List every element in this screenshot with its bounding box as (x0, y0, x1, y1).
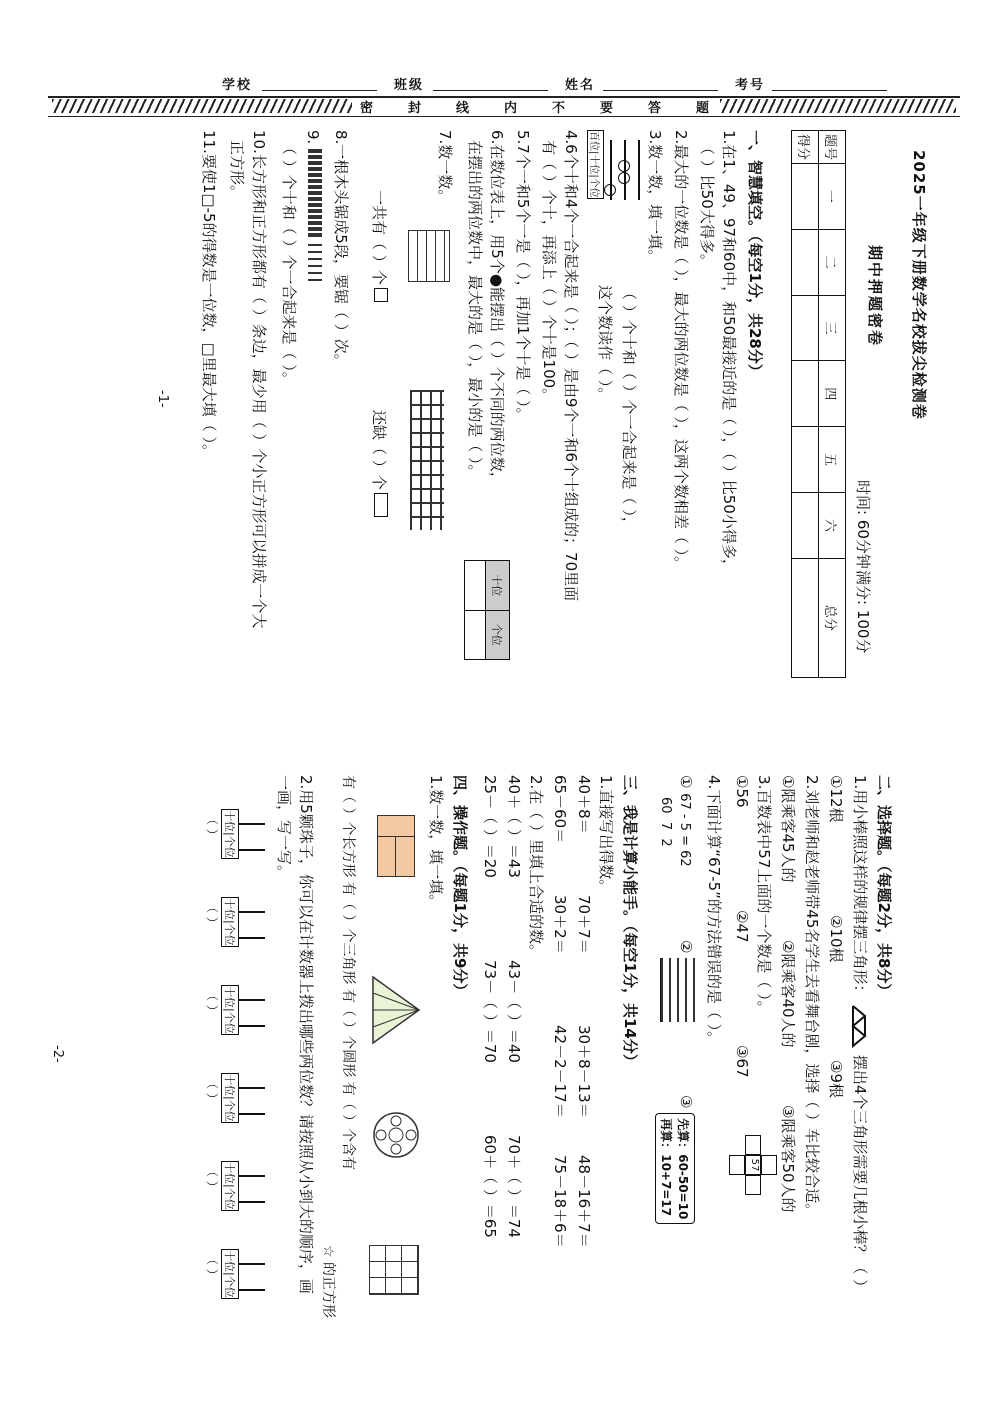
triangle-pattern-icon (852, 1004, 868, 1050)
counter-labels: 十位|个位 (221, 1161, 239, 1211)
page-number-2: -2- (50, 1045, 65, 1063)
seal-char: 密 (360, 101, 374, 116)
counter-labels: 十位|个位 (221, 985, 239, 1035)
p2-q2: 2.刘老师和赵老师带45名学生去看舞台剧，选择（ ）车比较合适。 (803, 775, 821, 1219)
rod (239, 1263, 265, 1265)
brick-icon (374, 493, 388, 517)
seal-char: 封 (408, 101, 422, 116)
opt3-box (655, 1113, 695, 1224)
counter-answer[interactable]: （ ） (205, 1253, 219, 1281)
opt-number: ① (677, 775, 695, 789)
exam-page-1 (50, 130, 930, 750)
time-limit: 时间: 60分钟 (854, 480, 872, 569)
q3-line-a: （ ）个十和（ ）个一合起来是（ ）， (620, 285, 638, 532)
tens-label: 十位 (223, 1074, 236, 1096)
opt1-split (658, 797, 673, 847)
ones-label: 个位 (223, 1275, 236, 1298)
opt1-equation: 67 - 5 = 62 (677, 793, 692, 867)
opt3-step1: 先算：60-50=10 (676, 1118, 690, 1220)
student-info-bar (0, 74, 1000, 94)
counter-answer[interactable]: （ ） (205, 1077, 219, 1105)
q6-line-b: 在摆出的两位数中，最大的是（ ），最小的是（ ）。 (466, 140, 484, 480)
q10-line-a: 10.长方形和正方形都有（ ）条边，最少用（ ）个小正方形可以拼成一个大 (250, 130, 268, 629)
seal-char: 线 (456, 101, 470, 116)
exam-no-label: 考号 (735, 78, 766, 93)
score-header: 总分 (819, 558, 846, 677)
cube-stack-figure (408, 230, 450, 282)
score-cell[interactable] (792, 164, 819, 230)
exam-page-2 (50, 775, 895, 1375)
school-label: 学校 (222, 78, 253, 93)
cube-icon (374, 288, 388, 302)
fill-item[interactable]: 70＋（ ）＝74 (505, 1135, 523, 1238)
q7-total-text: 一共有（ ）个 (370, 190, 388, 285)
q9-line: （ ）个十和（ ）个一合起来是（ ）。 (280, 140, 298, 387)
rod (239, 1113, 265, 1115)
p2-q1-text: 1.用小棒照这样的规律摆三角形： (851, 775, 869, 1000)
score-header: 四 (819, 361, 846, 427)
place-label: 个位 (588, 177, 599, 198)
calc-item[interactable]: 40＋8＝ (575, 775, 593, 834)
score-cell[interactable] (792, 558, 819, 677)
exam-title: 2025一年级下册数学名校拔尖检测卷 (910, 150, 928, 420)
ones-cell[interactable] (465, 610, 486, 660)
rod (239, 937, 265, 939)
calc-item[interactable]: 48－16＋7＝ (575, 1155, 593, 1248)
op2-line-b: 一画，写一写。 (275, 775, 293, 881)
p2-q4-opt3[interactable] (655, 1095, 695, 1224)
counter-answer[interactable]: （ ） (205, 989, 219, 1017)
name-field[interactable] (603, 90, 718, 91)
counter-labels: 十位|个位 (221, 897, 239, 947)
opt-number: ③ (677, 1095, 695, 1109)
q8-text: 8.一根木头锯成5段，要锯（ ）次。 (332, 130, 350, 369)
counter-labels: 十位|个位 (221, 1249, 239, 1299)
split-7: 7 (658, 821, 673, 831)
rectangles-figure (377, 815, 415, 877)
ones-header: 个位 (485, 610, 509, 660)
rod (239, 1201, 265, 1203)
rod (239, 1175, 265, 1177)
rod (239, 823, 265, 825)
seal-hatch-right (720, 99, 956, 113)
q11-text: 11.要使1□-5的得数是一位数，□里最大填（ ）。 (200, 130, 218, 459)
fill-item[interactable]: 40＋（ ）＝43 (505, 775, 523, 878)
p2-q3: 3.百数表中57上面的一个数是（ ）。 (755, 775, 773, 1016)
p2-q1-tail: 摆出4个三角形需要几根小棒？（ ） (851, 1054, 869, 1295)
score-cell[interactable] (792, 229, 819, 295)
q1-line-b: （ ）比50大得多。 (698, 140, 716, 269)
p2-q4-opt2[interactable] (660, 940, 695, 1022)
score-row-label: 得分 (792, 131, 819, 164)
p2-q1-opt[interactable]: ③9根 (827, 1060, 845, 1098)
p2-q1-opt[interactable]: ①12根 (827, 775, 845, 823)
abacus-icon (660, 958, 695, 1022)
place-value-table (464, 560, 510, 660)
seal-bottom-rule (48, 116, 960, 117)
p2-q3-opt[interactable]: ②47 (733, 910, 751, 943)
score-table (791, 130, 846, 678)
score-header: 五 (819, 427, 846, 493)
page-number-1: -1- (155, 390, 170, 408)
place-label: 十位 (588, 154, 599, 175)
tens-label: 十位 (223, 986, 236, 1008)
p2-q1-opt[interactable]: ②10根 (827, 915, 845, 963)
q2-text: 2.最大的一位数是（ ），最大的两位数是（ ），这两个数相差（ ）。 (672, 130, 690, 572)
soccer-ball-figure (371, 1110, 421, 1160)
fill-item[interactable]: 73－（ ）＝70 (481, 960, 499, 1063)
q6-line-a: 6.在数位表上，用5个●能摆出（ ）个不同的两位数， (488, 130, 506, 487)
p2-q3-opt[interactable]: ①56 (733, 775, 751, 808)
score-header: 题号 (819, 131, 846, 164)
p2-q3-opt[interactable]: ③67 (733, 1045, 751, 1078)
op1-answers: 有（ ）个长方形 有（ ）个三角形 有（ ）个圆形 有（ ）个含有 (340, 775, 356, 1171)
q4-line-a: 4.6个十和4个一合起来是（ ）；（ ）是由9个一和6个十组成的；70里面 (562, 130, 580, 602)
calc-instruction: 1.直接写出得数。 (597, 775, 615, 895)
ones-label: 个位 (223, 1187, 236, 1210)
seal-char: 题 (696, 101, 710, 116)
stick-bundles-icon (308, 149, 322, 239)
score-cell[interactable] (792, 427, 819, 493)
q9-number: 9. (304, 130, 322, 145)
rod (239, 999, 265, 1001)
seal-char: 要 (600, 101, 614, 116)
seal-hatch-left (52, 99, 352, 113)
seal-char: 答 (648, 101, 662, 116)
q1-line-a: 1.在1、49、97和60中，和50最接近的是（ ），（ ）比50小得多， (720, 130, 738, 574)
abacus-figure (584, 130, 644, 250)
place-label: 百位 (588, 131, 599, 151)
q7-missing (369, 410, 390, 517)
calc-item[interactable]: 65－60＝ (551, 775, 569, 844)
q3-text: 3.数一数，填一填。 (646, 130, 664, 265)
counter-frame[interactable] (205, 1069, 265, 1139)
section-2-heading: 二、选择题。（每题2分，共8分） (875, 775, 893, 999)
score-cell[interactable] (792, 295, 819, 361)
score-header: 一 (819, 164, 846, 230)
p2-q4: 4.下面计算“67-5”的方法错误的是（ ）。 (705, 775, 723, 1047)
exam-no-field[interactable] (772, 90, 887, 91)
triangles-fan-figure (371, 975, 421, 1045)
tens-header: 十位 (485, 561, 509, 611)
fill-instruction: 2.在（ ）里填上合适的数。 (527, 775, 545, 960)
calc-item[interactable]: 30＋2＝ (551, 895, 569, 954)
split-60: 60 (658, 797, 673, 814)
class-label: 班级 (394, 78, 425, 93)
calc-item[interactable]: 30＋8－13＝ (575, 1025, 593, 1118)
counter-frame[interactable] (205, 805, 265, 875)
full-score: 满分: 100分 (854, 570, 872, 654)
q7-total (369, 190, 390, 302)
tens-label: 十位 (223, 1250, 236, 1272)
counter-answer[interactable]: （ ） (205, 901, 219, 929)
abacus-labels: 百位|十位|个位 (587, 130, 604, 199)
rod (239, 849, 265, 851)
rod (239, 1025, 265, 1027)
exam-subtitle: 期中押题密卷 (866, 245, 884, 348)
section-1-heading: 一、智慧填空。（每空1分，共28分） (746, 130, 764, 379)
tens-label: 十位 (223, 810, 236, 832)
p2-q1 (850, 775, 871, 1294)
split-2: 2 (658, 838, 673, 847)
q5-text: 5.7个一和5个一是（ ），再加1个十是（ ）。 (514, 130, 532, 423)
op2-line-a: 2.用5颗珠子，你可以在计数器上拨出哪些两位数？请按照从小到大的顺序，画 (297, 775, 315, 1294)
rod (239, 1087, 265, 1089)
q7-missing-text: 还缺（ ）个 (370, 410, 388, 490)
ones-label: 个位 (223, 1099, 236, 1122)
score-header: 二 (819, 229, 846, 295)
opt-number: ② (677, 940, 695, 954)
p2-q4-opt1[interactable] (677, 775, 695, 867)
hundred-chart-fragment (729, 1135, 777, 1195)
q7-text: 7.数一数。 (436, 130, 454, 205)
p2-q2-opt[interactable]: ②限乘客40人的 (779, 940, 797, 1048)
counter-frame[interactable] (205, 981, 265, 1051)
section-4-heading: 四、操作题。（每题1分，共9分） (451, 775, 469, 999)
cell-57: 57 (745, 1155, 761, 1175)
score-cell[interactable] (792, 492, 819, 558)
q9-text (304, 130, 322, 284)
star-grid-figure (369, 1245, 419, 1295)
tens-cell[interactable] (465, 561, 486, 611)
seal-char: 不 (552, 101, 566, 116)
ones-label: 个位 (223, 923, 236, 946)
name-label: 姓名 (565, 78, 596, 93)
q10-line-b: 正方形。 (228, 140, 246, 201)
counter-frame[interactable] (205, 1245, 265, 1315)
seal-char: 内 (504, 101, 518, 116)
opt3-step2: 再算：10+7=17 (659, 1118, 673, 1217)
q3-line-b: 这个数读作（ ）。 (596, 285, 614, 403)
counter-row (205, 805, 265, 1325)
ones-label: 个位 (223, 835, 236, 858)
counter-labels: 十位|个位 (221, 809, 239, 859)
score-cell[interactable] (792, 361, 819, 427)
section-3-heading: 三、我是计算小能手。（每空1分，共14分） (621, 775, 639, 1069)
fill-item[interactable]: 25－（ ）＝20 (481, 775, 499, 878)
counter-answer[interactable]: （ ） (205, 813, 219, 841)
p2-q2-opt[interactable]: ③限乘客50人的 (779, 1105, 797, 1213)
counter-answer[interactable]: （ ） (205, 1165, 219, 1193)
calc-item[interactable]: 70＋7＝ (575, 895, 593, 954)
q4-line-b: 有（ ）个十，再添上（ ）个十是100。 (540, 140, 558, 404)
calc-item[interactable]: 42－2－17＝ (551, 1025, 569, 1118)
tens-label: 十位 (223, 898, 236, 920)
ones-label: 个位 (223, 1011, 236, 1034)
counter-labels: 十位|个位 (221, 1073, 239, 1123)
fill-item[interactable]: 60＋（ ）＝65 (481, 1135, 499, 1238)
p2-q2-opt[interactable]: ①限乘客45人的 (779, 775, 797, 883)
calc-item[interactable]: 75－18＋6＝ (551, 1155, 569, 1248)
seal-line (48, 96, 960, 118)
rod (239, 1289, 265, 1291)
counter-frame[interactable] (205, 1157, 265, 1227)
op1-instruction: 1.数一数，填一填。 (427, 775, 445, 910)
fill-item[interactable]: 43－（ ）＝40 (505, 960, 523, 1063)
brick-wall-figure (410, 390, 444, 530)
tens-label: 十位 (223, 1162, 236, 1184)
score-header: 三 (819, 295, 846, 361)
class-field[interactable] (433, 90, 548, 91)
star-square-label: ☆ 的正方形 (320, 1245, 336, 1319)
score-header: 六 (819, 492, 846, 558)
school-field[interactable] (262, 90, 377, 91)
loose-sticks-icon (308, 244, 322, 284)
counter-frame[interactable] (205, 893, 265, 963)
rod (239, 911, 265, 913)
